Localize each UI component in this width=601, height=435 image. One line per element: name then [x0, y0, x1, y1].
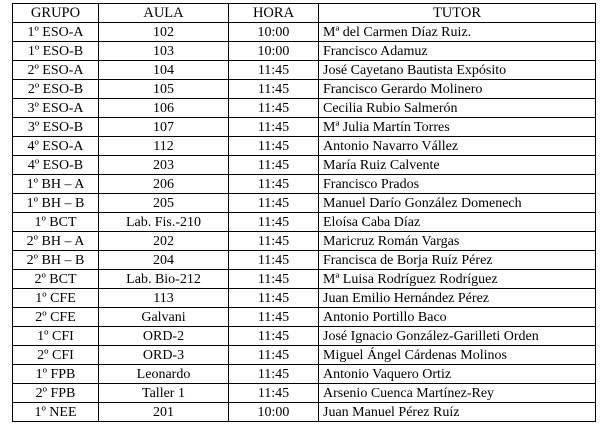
cell-grupo: 2º CFI [13, 346, 99, 365]
cell-hora: 10:00 [229, 42, 319, 61]
cell-tutor: Antonio Portillo Baco [319, 308, 596, 327]
cell-grupo: 1º BH – A [13, 175, 99, 194]
cell-hora: 11:45 [229, 251, 319, 270]
cell-hora: 11:45 [229, 270, 319, 289]
cell-aula: 201 [99, 403, 229, 422]
cell-aula: 112 [99, 137, 229, 156]
cell-tutor: María Ruiz Calvente [319, 156, 596, 175]
table-row [13, 289, 596, 308]
cell-grupo: 1º ESO-A [13, 23, 99, 42]
cell-aula: Galvani [99, 308, 229, 327]
cell-grupo: 1º BH – B [13, 194, 99, 213]
cell-aula: 106 [99, 99, 229, 118]
cell-tutor: José Ignacio González-Garilleti Orden [319, 327, 596, 346]
cell-hora: 11:45 [229, 137, 319, 156]
table-row [13, 194, 596, 213]
table-row [13, 403, 596, 422]
cell-grupo: 4º ESO-A [13, 137, 99, 156]
cell-tutor: Francisco Adamuz [319, 42, 596, 61]
cell-tutor: Manuel Darío González Domenech [319, 194, 596, 213]
table-row [13, 384, 596, 403]
cell-aula: 102 [99, 23, 229, 42]
cell-hora: 11:45 [229, 384, 319, 403]
header-aula: AULA [99, 4, 229, 23]
cell-tutor: Mª del Carmen Díaz Ruiz. [319, 23, 596, 42]
cell-aula: ORD-3 [99, 346, 229, 365]
table-row [13, 42, 596, 61]
cell-hora: 11:45 [229, 175, 319, 194]
table-row [13, 99, 596, 118]
cell-tutor: Juan Manuel Pérez Ruíz [319, 403, 596, 422]
cell-grupo: 1º CFE [13, 289, 99, 308]
cell-aula: 203 [99, 156, 229, 175]
cell-hora: 11:45 [229, 118, 319, 137]
cell-tutor: Cecilia Rubio Salmerón [319, 99, 596, 118]
table-row [13, 365, 596, 384]
header-hora: HORA [229, 4, 319, 23]
cell-aula: 206 [99, 175, 229, 194]
cell-grupo: 3º ESO-B [13, 118, 99, 137]
header-grupo: GRUPO [13, 4, 99, 23]
cell-aula: 103 [99, 42, 229, 61]
cell-aula: 105 [99, 80, 229, 99]
cell-hora: 11:45 [229, 80, 319, 99]
cell-hora: 11:45 [229, 327, 319, 346]
cell-hora: 10:00 [229, 403, 319, 422]
cell-tutor: Maricruz Román Vargas [319, 232, 596, 251]
cell-grupo: 3º ESO-A [13, 99, 99, 118]
table-row [13, 156, 596, 175]
cell-aula: Lab. Bio-212 [99, 270, 229, 289]
cell-aula: 113 [99, 289, 229, 308]
cell-tutor: Eloísa Caba Díaz [319, 213, 596, 232]
cell-grupo: 2º BH – B [13, 251, 99, 270]
cell-grupo: 1º BCT [13, 213, 99, 232]
cell-hora: 10:00 [229, 23, 319, 42]
cell-hora: 11:45 [229, 61, 319, 80]
table-row [13, 137, 596, 156]
cell-aula: 104 [99, 61, 229, 80]
cell-aula: 202 [99, 232, 229, 251]
cell-grupo: 2º CFE [13, 308, 99, 327]
table-row [13, 23, 596, 42]
table-row [13, 232, 596, 251]
cell-hora: 11:45 [229, 346, 319, 365]
cell-tutor: Arsenio Cuenca Martínez-Rey [319, 384, 596, 403]
cell-tutor: Mª Julia Martín Torres [319, 118, 596, 137]
cell-tutor: José Cayetano Bautista Expósito [319, 61, 596, 80]
cell-aula: 205 [99, 194, 229, 213]
cell-tutor: Mª Luisa Rodríguez Rodríguez [319, 270, 596, 289]
cell-aula: 107 [99, 118, 229, 137]
table-row [13, 327, 596, 346]
cell-tutor: Antonio Navarro Vállez [319, 137, 596, 156]
cell-hora: 11:45 [229, 99, 319, 118]
cell-grupo: 2º FPB [13, 384, 99, 403]
cell-aula: 204 [99, 251, 229, 270]
header-row [13, 4, 596, 23]
cell-aula: Taller 1 [99, 384, 229, 403]
cell-hora: 11:45 [229, 289, 319, 308]
cell-grupo: 1º FPB [13, 365, 99, 384]
cell-grupo: 1º CFI [13, 327, 99, 346]
table-row [13, 175, 596, 194]
cell-tutor: Juan Emilio Hernández Pérez [319, 289, 596, 308]
cell-tutor: Francisco Gerardo Molinero [319, 80, 596, 99]
cell-aula: Leonardo [99, 365, 229, 384]
cell-aula: Lab. Fis.-210 [99, 213, 229, 232]
cell-hora: 11:45 [229, 156, 319, 175]
cell-hora: 11:45 [229, 232, 319, 251]
table-row [13, 251, 596, 270]
cell-grupo: 2º ESO-A [13, 61, 99, 80]
cell-grupo: 4º ESO-B [13, 156, 99, 175]
table-row [13, 308, 596, 327]
cell-tutor: Antonio Vaquero Ortiz [319, 365, 596, 384]
cell-hora: 11:45 [229, 213, 319, 232]
table-row [13, 213, 596, 232]
cell-hora: 11:45 [229, 365, 319, 384]
cell-hora: 11:45 [229, 194, 319, 213]
cell-grupo: 2º BH – A [13, 232, 99, 251]
header-tutor: TUTOR [319, 4, 596, 23]
table-row [13, 118, 596, 137]
table-row [13, 80, 596, 99]
cell-tutor: Miguel Ángel Cárdenas Molinos [319, 346, 596, 365]
cell-hora: 11:45 [229, 308, 319, 327]
cell-grupo: 1º NEE [13, 403, 99, 422]
cell-grupo: 1º ESO-B [13, 42, 99, 61]
table-row [13, 270, 596, 289]
cell-tutor: Francisca de Borja Ruíz Pérez [319, 251, 596, 270]
table-row [13, 61, 596, 80]
cell-grupo: 2º BCT [13, 270, 99, 289]
cell-tutor: Francisco Prados [319, 175, 596, 194]
tutor-schedule-table [12, 3, 596, 422]
table-body [13, 23, 596, 422]
cell-aula: ORD-2 [99, 327, 229, 346]
cell-grupo: 2º ESO-B [13, 80, 99, 99]
table-row [13, 346, 596, 365]
